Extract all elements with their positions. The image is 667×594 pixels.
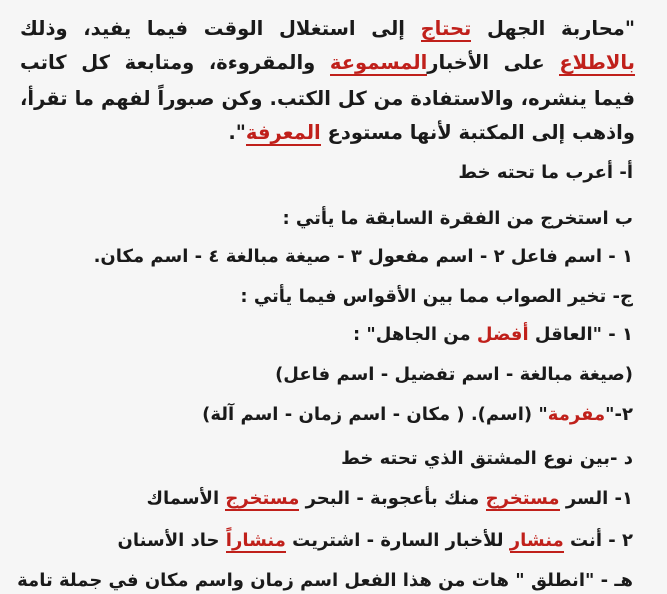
highlighted-word: منشاراً bbox=[225, 530, 286, 551]
passage-line-4 bbox=[20, 120, 635, 146]
highlighted-word: المعرفة bbox=[245, 121, 321, 144]
item-text: ١- السر bbox=[559, 488, 633, 509]
passage-text: والمقروءة، ومتابعة كل كاتب bbox=[20, 51, 330, 74]
passage-line-3 bbox=[20, 86, 635, 112]
passage-line-2 bbox=[20, 50, 635, 76]
passage-text: ". bbox=[228, 121, 246, 144]
highlighted-word: مفرمة bbox=[547, 404, 606, 425]
item-text: للأخبار السارة - اشتريت bbox=[285, 530, 510, 551]
question-d-item-1 bbox=[20, 486, 633, 512]
passage-text: على الأخبار bbox=[427, 51, 560, 74]
highlighted-word: أفضل bbox=[476, 324, 529, 345]
question-c-item-1 bbox=[20, 322, 633, 348]
question-text: أعرب ما تحته خط bbox=[458, 162, 614, 183]
passage-text: فيما ينشره، والاستفادة من كل الكتب. وكن صبوراً لفهم ما تقرأ، bbox=[20, 87, 635, 110]
question-h: هـ - "انطلق " هات من هذا الفعل اسم زمان واسم مكان في جملة تامة bbox=[17, 570, 633, 591]
question-b-items: ١ - اسم فاعل ٢ - اسم مفعول ٣ - صيغة مبالغة ٤ - اسم مكان. bbox=[93, 246, 633, 267]
item-text: ٢-" bbox=[605, 404, 633, 425]
item-text: " (اسم). ( مكان - اسم زمان - اسم آلة) bbox=[202, 404, 548, 425]
item-text: ١ - "العاقل bbox=[528, 324, 633, 345]
item-text: منك بأعجوبة - البحر bbox=[299, 488, 486, 509]
question-c-title: ج- تخير الصواب مما بين الأقواس فيما يأتي : bbox=[240, 286, 633, 307]
question-c-item-1-options: (صيغة مبالغة - اسم تفضيل - اسم فاعل) bbox=[275, 364, 633, 385]
highlighted-word: بالاطلاع bbox=[559, 51, 635, 74]
passage-text: واذهب إلى المكتبة لأنها مستودع bbox=[320, 121, 635, 144]
question-d-item-2 bbox=[20, 528, 633, 554]
question-b-title: ب استخرج من الفقرة السابقة ما يأتي : bbox=[282, 208, 633, 229]
question-c-item-2 bbox=[20, 402, 633, 428]
passage-text: إلى استغلال الوقت فيما يفيد، وذلك bbox=[20, 17, 421, 40]
highlighted-word: مستخرج bbox=[225, 488, 300, 509]
highlighted-word: مستخرج bbox=[485, 488, 560, 509]
item-text: من الجاهل" : bbox=[352, 324, 477, 345]
highlighted-word: تحتاج bbox=[420, 17, 472, 40]
question-label: أ- bbox=[613, 162, 633, 183]
passage-text: "محاربة الجهل bbox=[471, 17, 635, 40]
highlighted-word: المسموعة bbox=[329, 51, 428, 74]
item-text: الأسماك bbox=[146, 488, 226, 509]
highlighted-word: منشار bbox=[509, 530, 564, 551]
question-d-title: د -بين نوع المشتق الذي تحته خط bbox=[341, 448, 633, 469]
passage-line-1 bbox=[20, 16, 635, 42]
question-a bbox=[20, 160, 633, 186]
item-text: ٢ - أنت bbox=[563, 530, 633, 551]
item-text: حاد الأسنان bbox=[117, 530, 226, 551]
